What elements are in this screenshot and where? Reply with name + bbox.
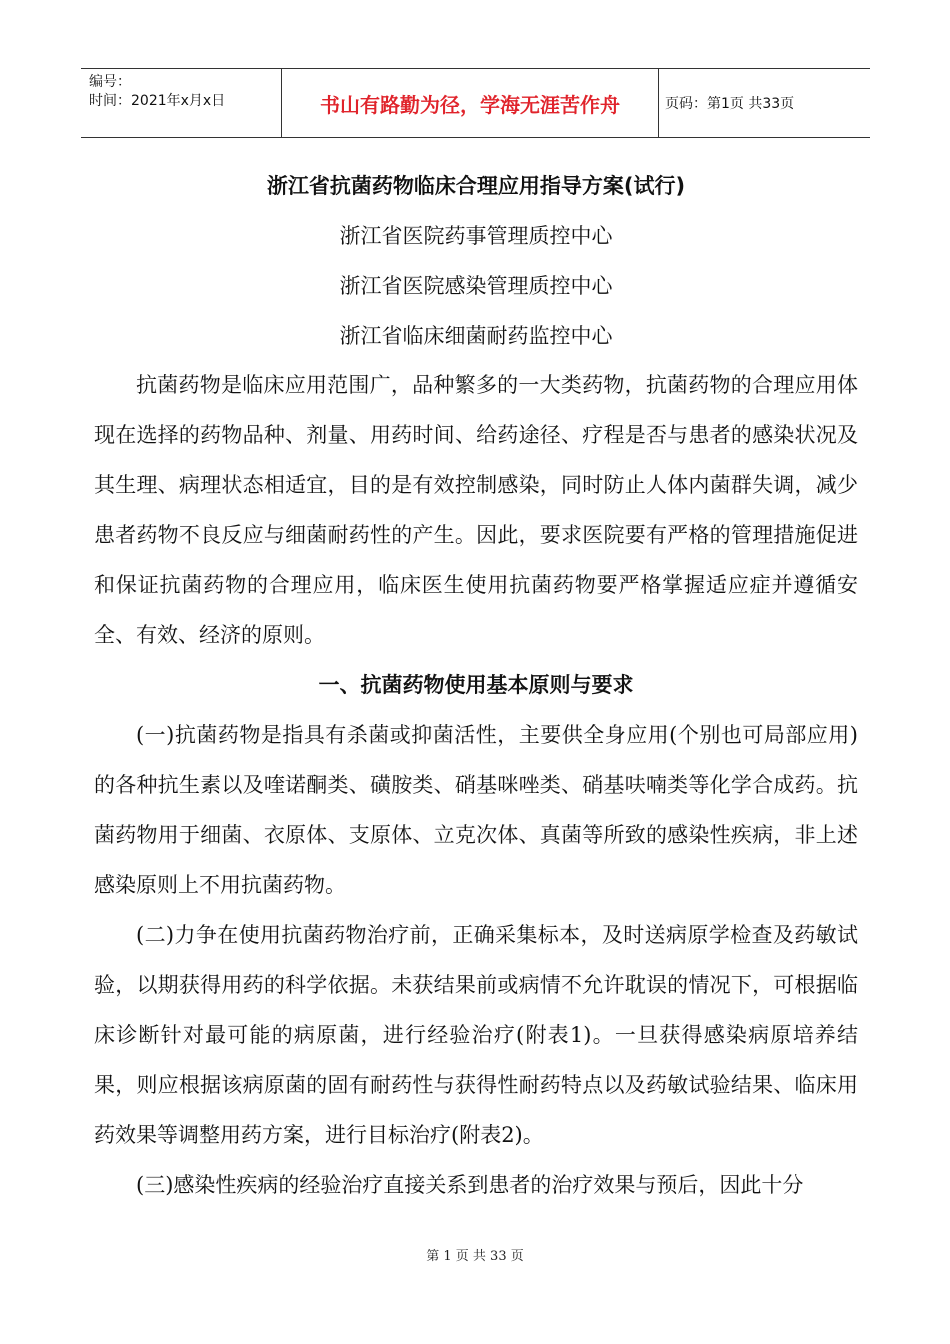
document-title: 浙江省抗菌药物临床合理应用指导方案(试行): [266, 174, 686, 198]
header-meta: [81, 69, 282, 137]
organization-2: 浙江省医院感染管理质控中心: [339, 274, 613, 298]
page-header: [81, 68, 870, 138]
intro-paragraph: 抗菌药物是临床应用范围广，品种繁多的一大类药物，抗菌药物的合理应用体现在选择的药物品种、剂量、用药时间、给药途径、疗程是否与患者的感染状况及其生理、病理状态相适宜，目的是有效控制感染，同时防止人体内菌群失调，减少患者药物不良反应与细菌耐药性的产生。因此，要求医院要有严格的管理措施促进和保证抗菌药物的合理应用，临床医生使用抗菌药物要严格掌握适应症并遵循安全、有效、经济的原则。: [94, 373, 858, 647]
serial-label: 编号：: [89, 74, 131, 90]
header-page-info: 页码：第1页 共33页: [665, 96, 795, 112]
paragraph-3: (三)感染性疾病的经验治疗直接关系到患者的治疗效果与预后，因此十分: [136, 1173, 804, 1197]
document-body: [94, 150, 858, 1210]
section-heading: 一、抗菌药物使用基本原则与要求: [318, 673, 634, 697]
paragraph-2: (二)力争在使用抗菌药物治疗前，正确采集标本，及时送病原学检查及药敏试验，以期获得用药的科学依据。未获结果前或病情不允许耽误的情况下，可根据临床诊断针对最可能的病原菌，进行经验治疗(附表1)。一旦获得感染病原培养结果，则应根据该病原菌的固有耐药性与获得性耐药特点以及药敏试验结果、临床用药效果等调整用药方案，进行目标治疗(附表2)。: [94, 923, 858, 1147]
organization-1: 浙江省医院药事管理质控中心: [339, 224, 613, 248]
page-footer: 第 1 页 共 33 页: [426, 1249, 524, 1264]
header-motto: 书山有路勤为径，学海无涯苦作舟: [282, 69, 659, 137]
paragraph-1: (一)抗菌药物是指具有杀菌或抑菌活性，主要供全身应用(个别也可局部应用)的各种抗生素以及喹诺酮类、磺胺类、硝基咪唑类、硝基呋喃类等化学合成药。抗菌药物用于细菌、衣原体、支原体、立克次体、真菌等所致的感染性疾病，非上述感染原则上不用抗菌药物。: [94, 723, 858, 897]
organization-3: 浙江省临床细菌耐药监控中心: [339, 324, 613, 348]
date-text: 时间：2021年x月x日: [89, 93, 226, 109]
